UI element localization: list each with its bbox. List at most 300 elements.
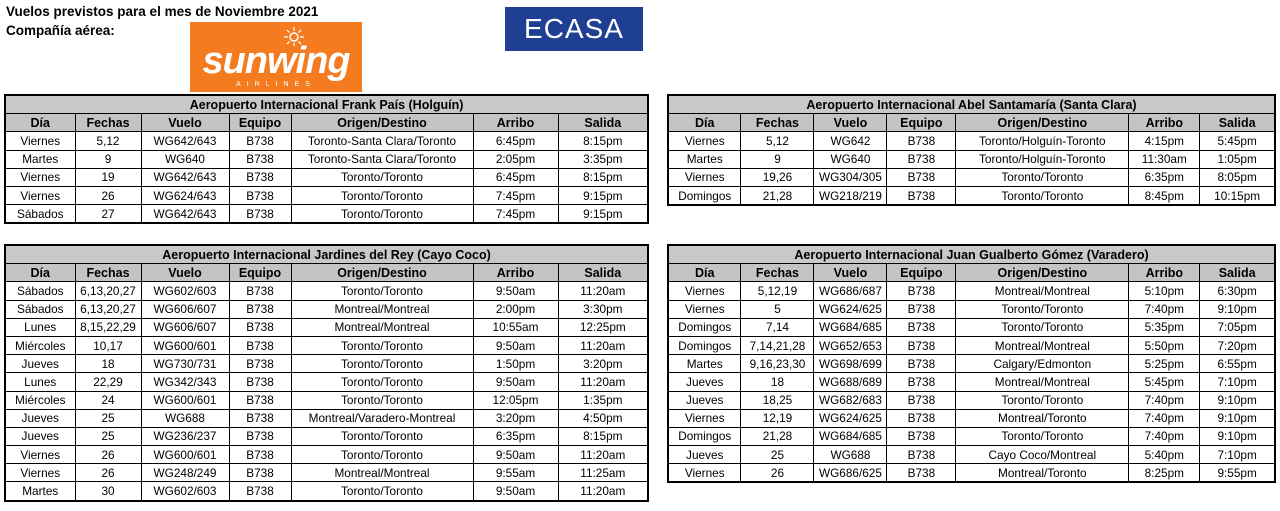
cell-flight: WG684/685 bbox=[814, 318, 887, 336]
cell-departure: 9:10pm bbox=[1200, 409, 1275, 427]
column-header-flight: Vuelo bbox=[814, 114, 887, 132]
cell-day: Jueves bbox=[5, 409, 75, 427]
cell-route: Toronto/Toronto bbox=[291, 446, 473, 464]
cell-flight: WG730/731 bbox=[141, 355, 229, 373]
cell-dates: 9,16,23,30 bbox=[741, 355, 814, 373]
column-header-flight: Vuelo bbox=[141, 264, 229, 282]
cell-day: Sábados bbox=[5, 300, 75, 318]
cell-equipment: B738 bbox=[887, 300, 956, 318]
table-title-row bbox=[668, 245, 1275, 264]
cell-dates: 21,28 bbox=[741, 186, 814, 205]
column-header-arrival: Arribo bbox=[473, 264, 558, 282]
cell-flight: WG248/249 bbox=[141, 464, 229, 482]
cell-departure: 9:10pm bbox=[1200, 427, 1275, 445]
cell-arrival: 2:00pm bbox=[473, 300, 558, 318]
cell-flight: WG642/643 bbox=[141, 132, 229, 150]
cell-flight: WG642/643 bbox=[141, 205, 229, 224]
cell-route: Toronto/Toronto bbox=[956, 391, 1129, 409]
cell-day: Jueves bbox=[5, 355, 75, 373]
cell-day: Viernes bbox=[5, 132, 75, 150]
header-title: Vuelos previstos para el mes de Noviembre 2021 bbox=[6, 4, 319, 19]
table-row bbox=[5, 482, 648, 501]
column-header-day: Día bbox=[5, 264, 75, 282]
column-header-route: Origen/Destino bbox=[956, 264, 1129, 282]
table-title-row bbox=[668, 95, 1275, 114]
cell-equipment: B738 bbox=[229, 464, 291, 482]
cell-dates: 7,14 bbox=[741, 318, 814, 336]
cell-arrival: 9:50am bbox=[473, 336, 558, 354]
cell-equipment: B738 bbox=[887, 168, 956, 186]
cell-day: Viernes bbox=[5, 464, 75, 482]
cell-arrival: 5:10pm bbox=[1129, 282, 1200, 300]
cell-dates: 25 bbox=[75, 427, 141, 445]
cell-flight: WG602/603 bbox=[141, 482, 229, 501]
cell-flight: WG688/689 bbox=[814, 373, 887, 391]
table-title: Aeropuerto Internacional Juan Gualberto Gómez (Varadero) bbox=[668, 245, 1275, 264]
cell-arrival: 3:20pm bbox=[473, 409, 558, 427]
cell-flight: WG642/643 bbox=[141, 168, 229, 186]
cell-route: Montreal/Varadero-Montreal bbox=[291, 409, 473, 427]
cell-dates: 5,12,19 bbox=[741, 282, 814, 300]
cell-departure: 8:15pm bbox=[558, 427, 648, 445]
column-header-departure: Salida bbox=[1200, 114, 1275, 132]
cell-dates: 24 bbox=[75, 391, 141, 409]
cell-arrival: 7:40pm bbox=[1129, 409, 1200, 427]
cell-departure: 6:55pm bbox=[1200, 355, 1275, 373]
table-title: Aeropuerto Internacional Frank País (Holguín) bbox=[5, 95, 648, 114]
cell-dates: 5 bbox=[741, 300, 814, 318]
cell-equipment: B738 bbox=[887, 446, 956, 464]
table-row bbox=[668, 132, 1275, 150]
table-row bbox=[668, 168, 1275, 186]
cell-equipment: B738 bbox=[229, 318, 291, 336]
cell-day: Lunes bbox=[5, 373, 75, 391]
cell-equipment: B738 bbox=[887, 318, 956, 336]
table-row bbox=[668, 300, 1275, 318]
column-header-arrival: Arribo bbox=[473, 114, 558, 132]
cell-route: Toronto/Toronto bbox=[291, 482, 473, 501]
cell-departure: 7:20pm bbox=[1200, 336, 1275, 354]
table-row bbox=[668, 336, 1275, 354]
cell-equipment: B738 bbox=[229, 446, 291, 464]
cell-dates: 30 bbox=[75, 482, 141, 501]
table-row bbox=[5, 168, 648, 186]
cell-day: Martes bbox=[668, 150, 741, 168]
cell-dates: 9 bbox=[75, 150, 141, 168]
cell-equipment: B738 bbox=[887, 409, 956, 427]
cell-equipment: B738 bbox=[229, 186, 291, 204]
cell-departure: 9:10pm bbox=[1200, 391, 1275, 409]
cell-arrival: 6:35pm bbox=[1129, 168, 1200, 186]
cell-day: Sábados bbox=[5, 205, 75, 224]
cell-day: Sábados bbox=[5, 282, 75, 300]
cell-arrival: 5:25pm bbox=[1129, 355, 1200, 373]
cell-route: Montreal/Toronto bbox=[956, 464, 1129, 483]
cell-route: Toronto/Toronto bbox=[956, 300, 1129, 318]
cell-arrival: 5:45pm bbox=[1129, 373, 1200, 391]
table-row bbox=[668, 186, 1275, 205]
cell-departure: 11:20am bbox=[558, 446, 648, 464]
cell-arrival: 1:50pm bbox=[473, 355, 558, 373]
cell-route: Toronto/Holguín-Toronto bbox=[956, 150, 1129, 168]
cell-flight: WG684/685 bbox=[814, 427, 887, 445]
cell-day: Jueves bbox=[668, 446, 741, 464]
table-row bbox=[5, 205, 648, 224]
cell-route: Toronto/Toronto bbox=[291, 391, 473, 409]
cell-dates: 18 bbox=[741, 373, 814, 391]
ecasa-logo: ECASA bbox=[505, 7, 643, 51]
cell-flight: WG688 bbox=[141, 409, 229, 427]
column-header-equipment: Equipo bbox=[229, 264, 291, 282]
column-header-equipment: Equipo bbox=[887, 264, 956, 282]
cell-route: Toronto-Santa Clara/Toronto bbox=[291, 150, 473, 168]
cell-flight: WG600/601 bbox=[141, 336, 229, 354]
cell-route: Toronto/Holguín-Toronto bbox=[956, 132, 1129, 150]
cell-day: Martes bbox=[668, 355, 741, 373]
cell-equipment: B738 bbox=[887, 336, 956, 354]
cell-flight: WG304/305 bbox=[814, 168, 887, 186]
cell-arrival: 9:55am bbox=[473, 464, 558, 482]
cell-dates: 8,15,22,29 bbox=[75, 318, 141, 336]
column-header-departure: Salida bbox=[558, 264, 648, 282]
cell-arrival: 9:50am bbox=[473, 373, 558, 391]
cell-flight: WG686/687 bbox=[814, 282, 887, 300]
cell-equipment: B738 bbox=[229, 150, 291, 168]
cell-route: Montreal/Montreal bbox=[291, 318, 473, 336]
cell-dates: 19 bbox=[75, 168, 141, 186]
cell-day: Viernes bbox=[668, 300, 741, 318]
cell-flight: WG686/625 bbox=[814, 464, 887, 483]
cell-flight: WG624/625 bbox=[814, 300, 887, 318]
cell-dates: 9 bbox=[741, 150, 814, 168]
cell-equipment: B738 bbox=[229, 205, 291, 224]
cell-day: Viernes bbox=[668, 464, 741, 483]
table-row bbox=[668, 409, 1275, 427]
cell-day: Jueves bbox=[668, 391, 741, 409]
cell-dates: 26 bbox=[741, 464, 814, 483]
cell-route: Toronto/Toronto bbox=[291, 373, 473, 391]
cell-dates: 10,17 bbox=[75, 336, 141, 354]
cell-equipment: B738 bbox=[887, 282, 956, 300]
cell-departure: 10:15pm bbox=[1200, 186, 1275, 205]
cell-flight: WG640 bbox=[814, 150, 887, 168]
cell-equipment: B738 bbox=[229, 336, 291, 354]
cell-equipment: B738 bbox=[229, 355, 291, 373]
table-row bbox=[5, 282, 648, 300]
cell-route: Toronto/Toronto bbox=[291, 168, 473, 186]
table-row bbox=[5, 464, 648, 482]
cell-route: Montreal/Montreal bbox=[291, 464, 473, 482]
cell-dates: 19,26 bbox=[741, 168, 814, 186]
cell-route: Montreal/Montreal bbox=[956, 373, 1129, 391]
cell-route: Toronto/Toronto bbox=[956, 318, 1129, 336]
cell-equipment: B738 bbox=[229, 168, 291, 186]
cell-flight: WG624/625 bbox=[814, 409, 887, 427]
table-title: Aeropuerto Internacional Abel Santamaría (Santa Clara) bbox=[668, 95, 1275, 114]
column-header-row bbox=[668, 264, 1275, 282]
cell-equipment: B738 bbox=[229, 132, 291, 150]
cell-arrival: 7:40pm bbox=[1129, 300, 1200, 318]
table-row bbox=[5, 446, 648, 464]
cell-day: Domingos bbox=[668, 186, 741, 205]
column-header-route: Origen/Destino bbox=[291, 264, 473, 282]
cell-departure: 3:20pm bbox=[558, 355, 648, 373]
column-header-dates: Fechas bbox=[75, 264, 141, 282]
cell-flight: WG688 bbox=[814, 446, 887, 464]
cell-day: Lunes bbox=[5, 318, 75, 336]
cell-departure: 11:20am bbox=[558, 282, 648, 300]
cell-flight: WG698/699 bbox=[814, 355, 887, 373]
cell-dates: 26 bbox=[75, 446, 141, 464]
cell-flight: WG682/683 bbox=[814, 391, 887, 409]
cell-arrival: 6:35pm bbox=[473, 427, 558, 445]
cell-flight: WG652/653 bbox=[814, 336, 887, 354]
cell-equipment: B738 bbox=[229, 282, 291, 300]
cell-arrival: 9:50am bbox=[473, 446, 558, 464]
cell-dates: 22,29 bbox=[75, 373, 141, 391]
cell-day: Martes bbox=[5, 150, 75, 168]
cell-route: Cayo Coco/Montreal bbox=[956, 446, 1129, 464]
cell-route: Toronto/Toronto bbox=[956, 186, 1129, 205]
column-header-day: Día bbox=[5, 114, 75, 132]
table-row bbox=[5, 391, 648, 409]
cell-arrival: 4:15pm bbox=[1129, 132, 1200, 150]
table-row bbox=[668, 391, 1275, 409]
table-cayo-coco bbox=[4, 244, 649, 502]
cell-day: Viernes bbox=[5, 168, 75, 186]
cell-arrival: 7:45pm bbox=[473, 205, 558, 224]
table-row bbox=[668, 464, 1275, 483]
column-header-arrival: Arribo bbox=[1129, 114, 1200, 132]
cell-arrival: 2:05pm bbox=[473, 150, 558, 168]
cell-arrival: 5:50pm bbox=[1129, 336, 1200, 354]
cell-route: Toronto/Toronto bbox=[291, 186, 473, 204]
cell-day: Miércoles bbox=[5, 391, 75, 409]
cell-departure: 11:20am bbox=[558, 336, 648, 354]
table-title-row bbox=[5, 95, 648, 114]
cell-flight: WG342/343 bbox=[141, 373, 229, 391]
table-row bbox=[5, 355, 648, 373]
cell-day: Martes bbox=[5, 482, 75, 501]
cell-route: Toronto/Toronto bbox=[291, 336, 473, 354]
cell-departure: 9:15pm bbox=[558, 205, 648, 224]
column-header-departure: Salida bbox=[558, 114, 648, 132]
cell-arrival: 12:05pm bbox=[473, 391, 558, 409]
cell-dates: 26 bbox=[75, 464, 141, 482]
column-header-dates: Fechas bbox=[741, 264, 814, 282]
cell-flight: WG606/607 bbox=[141, 300, 229, 318]
table-row bbox=[5, 186, 648, 204]
table-row bbox=[5, 150, 648, 168]
cell-arrival: 10:55am bbox=[473, 318, 558, 336]
cell-day: Miércoles bbox=[5, 336, 75, 354]
cell-flight: WG642 bbox=[814, 132, 887, 150]
cell-dates: 5,12 bbox=[741, 132, 814, 150]
cell-equipment: B738 bbox=[887, 373, 956, 391]
cell-departure: 8:15pm bbox=[558, 132, 648, 150]
cell-dates: 18 bbox=[75, 355, 141, 373]
cell-departure: 3:35pm bbox=[558, 150, 648, 168]
cell-arrival: 6:45pm bbox=[473, 132, 558, 150]
column-header-equipment: Equipo bbox=[229, 114, 291, 132]
cell-departure: 9:15pm bbox=[558, 186, 648, 204]
cell-arrival: 9:50am bbox=[473, 482, 558, 501]
cell-route: Toronto/Toronto bbox=[291, 355, 473, 373]
column-header-row bbox=[5, 264, 648, 282]
cell-flight: WG236/237 bbox=[141, 427, 229, 445]
cell-equipment: B738 bbox=[887, 464, 956, 483]
table-row bbox=[5, 409, 648, 427]
cell-dates: 6,13,20,27 bbox=[75, 300, 141, 318]
cell-departure: 6:30pm bbox=[1200, 282, 1275, 300]
column-header-day: Día bbox=[668, 264, 741, 282]
cell-day: Viernes bbox=[668, 409, 741, 427]
cell-arrival: 9:50am bbox=[473, 282, 558, 300]
cell-route: Montreal/Montreal bbox=[956, 282, 1129, 300]
table-row bbox=[5, 373, 648, 391]
cell-route: Montreal/Montreal bbox=[291, 300, 473, 318]
cell-departure: 1:35pm bbox=[558, 391, 648, 409]
cell-route: Calgary/Edmonton bbox=[956, 355, 1129, 373]
cell-arrival: 5:40pm bbox=[1129, 446, 1200, 464]
cell-departure: 11:20am bbox=[558, 482, 648, 501]
table-row bbox=[5, 300, 648, 318]
table-row bbox=[5, 427, 648, 445]
cell-dates: 26 bbox=[75, 186, 141, 204]
cell-day: Jueves bbox=[5, 427, 75, 445]
cell-route: Toronto-Santa Clara/Toronto bbox=[291, 132, 473, 150]
table-holguin bbox=[4, 94, 649, 224]
cell-day: Viernes bbox=[668, 282, 741, 300]
column-header-dates: Fechas bbox=[75, 114, 141, 132]
cell-flight: WG218/219 bbox=[814, 186, 887, 205]
table-title-row bbox=[5, 245, 648, 264]
cell-day: Viernes bbox=[5, 186, 75, 204]
cell-departure: 5:45pm bbox=[1200, 132, 1275, 150]
table-row bbox=[668, 150, 1275, 168]
column-header-equipment: Equipo bbox=[887, 114, 956, 132]
cell-dates: 25 bbox=[75, 409, 141, 427]
cell-route: Toronto/Toronto bbox=[291, 205, 473, 224]
column-header-arrival: Arribo bbox=[1129, 264, 1200, 282]
cell-equipment: B738 bbox=[229, 482, 291, 501]
cell-dates: 7,14,21,28 bbox=[741, 336, 814, 354]
cell-departure: 4:50pm bbox=[558, 409, 648, 427]
cell-day: Viernes bbox=[668, 132, 741, 150]
cell-day: Domingos bbox=[668, 336, 741, 354]
table-row bbox=[668, 373, 1275, 391]
cell-dates: 21,28 bbox=[741, 427, 814, 445]
cell-dates: 12,19 bbox=[741, 409, 814, 427]
cell-dates: 25 bbox=[741, 446, 814, 464]
column-header-route: Origen/Destino bbox=[291, 114, 473, 132]
cell-departure: 7:10pm bbox=[1200, 446, 1275, 464]
cell-flight: WG602/603 bbox=[141, 282, 229, 300]
cell-day: Viernes bbox=[668, 168, 741, 186]
sunwing-logo bbox=[190, 22, 362, 92]
cell-dates: 18,25 bbox=[741, 391, 814, 409]
cell-departure: 12:25pm bbox=[558, 318, 648, 336]
cell-equipment: B738 bbox=[887, 391, 956, 409]
cell-departure: 11:20am bbox=[558, 373, 648, 391]
cell-equipment: B738 bbox=[229, 391, 291, 409]
cell-route: Montreal/Toronto bbox=[956, 409, 1129, 427]
cell-equipment: B738 bbox=[229, 300, 291, 318]
cell-arrival: 8:25pm bbox=[1129, 464, 1200, 483]
cell-dates: 27 bbox=[75, 205, 141, 224]
cell-equipment: B738 bbox=[887, 150, 956, 168]
cell-departure: 7:10pm bbox=[1200, 373, 1275, 391]
cell-arrival: 7:40pm bbox=[1129, 427, 1200, 445]
sunwing-logo-word: sunwing bbox=[202, 40, 350, 82]
cell-route: Toronto/Toronto bbox=[291, 282, 473, 300]
cell-day: Domingos bbox=[668, 427, 741, 445]
cell-arrival: 7:40pm bbox=[1129, 391, 1200, 409]
cell-departure: 11:25am bbox=[558, 464, 648, 482]
cell-equipment: B738 bbox=[887, 355, 956, 373]
table-row bbox=[668, 318, 1275, 336]
cell-arrival: 11:30am bbox=[1129, 150, 1200, 168]
table-santa-clara bbox=[667, 94, 1276, 206]
table-row bbox=[5, 132, 648, 150]
cell-departure: 3:30pm bbox=[558, 300, 648, 318]
cell-dates: 5,12 bbox=[75, 132, 141, 150]
cell-equipment: B738 bbox=[229, 427, 291, 445]
cell-arrival: 5:35pm bbox=[1129, 318, 1200, 336]
table-row bbox=[668, 282, 1275, 300]
cell-departure: 1:05pm bbox=[1200, 150, 1275, 168]
cell-departure: 9:55pm bbox=[1200, 464, 1275, 483]
column-header-row bbox=[668, 114, 1275, 132]
cell-equipment: B738 bbox=[887, 427, 956, 445]
cell-arrival: 6:45pm bbox=[473, 168, 558, 186]
column-header-row bbox=[5, 114, 648, 132]
cell-route: Toronto/Toronto bbox=[291, 427, 473, 445]
cell-departure: 7:05pm bbox=[1200, 318, 1275, 336]
table-title: Aeropuerto Internacional Jardines del Rey (Cayo Coco) bbox=[5, 245, 648, 264]
table-row bbox=[668, 446, 1275, 464]
cell-departure: 8:05pm bbox=[1200, 168, 1275, 186]
column-header-dates: Fechas bbox=[741, 114, 814, 132]
cell-day: Jueves bbox=[668, 373, 741, 391]
cell-route: Toronto/Toronto bbox=[956, 427, 1129, 445]
table-varadero bbox=[667, 244, 1276, 483]
cell-flight: WG606/607 bbox=[141, 318, 229, 336]
table-row bbox=[5, 318, 648, 336]
cell-route: Montreal/Montreal bbox=[956, 336, 1129, 354]
cell-day: Domingos bbox=[668, 318, 741, 336]
cell-departure: 8:15pm bbox=[558, 168, 648, 186]
cell-flight: WG640 bbox=[141, 150, 229, 168]
cell-day: Viernes bbox=[5, 446, 75, 464]
cell-route: Toronto/Toronto bbox=[956, 168, 1129, 186]
cell-equipment: B738 bbox=[229, 373, 291, 391]
cell-equipment: B738 bbox=[887, 186, 956, 205]
column-header-flight: Vuelo bbox=[814, 264, 887, 282]
cell-flight: WG600/601 bbox=[141, 391, 229, 409]
cell-departure: 9:10pm bbox=[1200, 300, 1275, 318]
header-airline-label: Compañía aérea: bbox=[6, 23, 115, 38]
table-row bbox=[5, 336, 648, 354]
cell-arrival: 7:45pm bbox=[473, 186, 558, 204]
cell-equipment: B738 bbox=[229, 409, 291, 427]
column-header-flight: Vuelo bbox=[141, 114, 229, 132]
cell-arrival: 8:45pm bbox=[1129, 186, 1200, 205]
column-header-departure: Salida bbox=[1200, 264, 1275, 282]
table-row bbox=[668, 427, 1275, 445]
column-header-route: Origen/Destino bbox=[956, 114, 1129, 132]
cell-flight: WG600/601 bbox=[141, 446, 229, 464]
